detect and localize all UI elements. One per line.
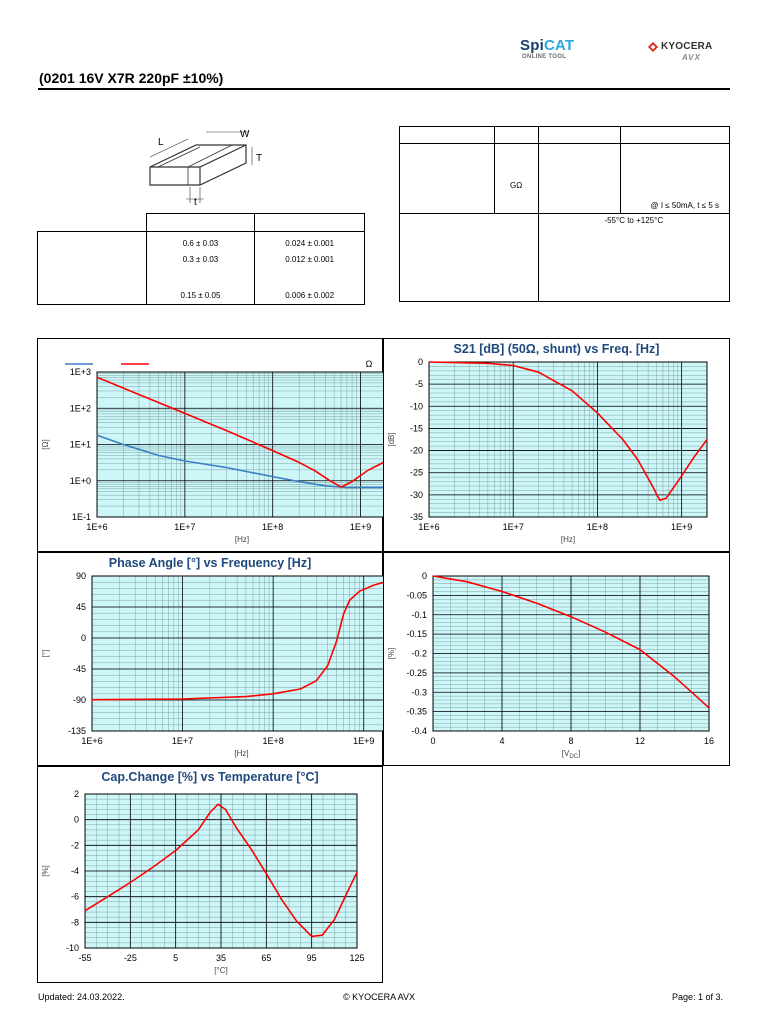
label-width: W xyxy=(240,129,250,140)
y-tick-label: -15 xyxy=(409,423,423,434)
y-tick-label: 0 xyxy=(421,571,427,581)
chart-svg xyxy=(37,552,383,766)
spec-table xyxy=(399,126,730,302)
y-axis-label: [%] xyxy=(41,865,50,877)
kyocera-avx-logo: KYOCERA AVX xyxy=(648,41,712,62)
dim-mm-length: 0.6 ± 0.03 xyxy=(182,239,219,248)
x-tick-label: 1E+9 xyxy=(349,522,372,532)
x-axis-label: $[V_{DC}]$ xyxy=(561,749,581,760)
y-tick-label: -25 xyxy=(409,467,423,478)
y-tick-label: 45 xyxy=(75,602,86,612)
chart-svg xyxy=(37,338,383,552)
y-tick-label: -135 xyxy=(67,726,86,736)
footer-updated: Updated: 24.03.2022. xyxy=(38,992,125,1002)
x-tick-label: 1E+7 xyxy=(171,736,194,746)
test-condition: @ I ≤ 50mA, t ≤ 5 s xyxy=(621,144,730,214)
x-tick-label: 0 xyxy=(430,736,436,746)
y-tick-label: -35 xyxy=(409,512,423,522)
label-thickness: T xyxy=(256,153,263,164)
label-terminal: t xyxy=(194,197,197,208)
chart-title: Phase Angle [°] vs Frequency [Hz] xyxy=(108,556,312,570)
y-tick-label: -45 xyxy=(72,664,86,674)
kyocera-mark-icon xyxy=(648,42,658,52)
y-tick-label: -0.2 xyxy=(411,648,427,659)
y-tick-label: 0 xyxy=(417,357,423,367)
chart-title: Cap.Change [%] vs Temperature [°C] xyxy=(101,770,319,784)
x-axis-label: [Hz] xyxy=(234,749,249,758)
y-tick-label: 2 xyxy=(73,789,79,799)
y-tick-label: -0.15 xyxy=(406,629,427,640)
y-tick-label: -6 xyxy=(70,891,79,902)
phase-angle-chart xyxy=(37,552,383,766)
x-tick-label: 125 xyxy=(349,953,365,963)
x-tick-label: 8 xyxy=(568,736,574,746)
s21-chart xyxy=(383,338,730,552)
x-axis-label: [°C] xyxy=(214,966,228,975)
label-length: L xyxy=(158,137,164,148)
page-title: (0201 16V X7R 220pF ±10%) xyxy=(39,70,224,86)
plot-area xyxy=(92,576,383,731)
component-dimension-drawing xyxy=(128,125,288,215)
y-tick-label: -0.05 xyxy=(406,590,427,601)
y-tick-label: -0.35 xyxy=(406,706,427,717)
y-tick-label: -0.4 xyxy=(411,726,427,736)
y-tick-label: -30 xyxy=(409,489,423,500)
dim-inch-length: 0.024 ± 0.001 xyxy=(285,239,335,248)
x-tick-label: 1E+9 xyxy=(671,522,693,532)
dimensions-table xyxy=(37,213,365,305)
x-tick-label: 1E+7 xyxy=(174,522,196,532)
y-tick-label: 1E+1 xyxy=(69,439,91,450)
y-tick-label: 1E+2 xyxy=(69,403,91,414)
y-tick-label: -10 xyxy=(409,401,423,412)
x-tick-label: 1E+8 xyxy=(262,736,284,746)
plot-area xyxy=(429,362,707,517)
x-tick-label: 12 xyxy=(634,736,646,746)
x-tick-label: -55 xyxy=(78,953,92,963)
x-tick-label: -25 xyxy=(123,953,137,963)
dim-inch-width: 0.012 ± 0.001 xyxy=(285,255,335,264)
dim-mm-terminal: 0.15 ± 0.05 xyxy=(180,291,221,300)
x-tick-label: 1E+9 xyxy=(353,736,375,746)
temperature-chart xyxy=(37,766,383,983)
y-tick-label: -5 xyxy=(414,379,423,390)
y-tick-label: 1E+3 xyxy=(69,367,91,377)
footer-copyright: © KYOCERA AVX xyxy=(343,992,415,1002)
y-tick-label: 1E+0 xyxy=(69,475,91,486)
y-tick-label: 0 xyxy=(73,814,79,825)
y-tick-label: -0.3 xyxy=(411,687,427,698)
x-tick-label: 1E+8 xyxy=(262,522,284,532)
y-tick-label: 90 xyxy=(75,571,86,581)
spicat-logo: SpiCAT ONLINE TOOL xyxy=(520,37,575,60)
chart-svg xyxy=(383,552,730,766)
x-tick-label: 35 xyxy=(215,953,227,963)
x-tick-label: 1E+6 xyxy=(418,522,440,532)
x-axis-label: [Hz] xyxy=(560,535,576,544)
x-tick-label: 4 xyxy=(499,736,505,746)
y-tick-label: -20 xyxy=(409,445,423,456)
y-tick-label: -4 xyxy=(70,866,79,876)
impedance-esr-chart xyxy=(37,338,383,552)
y-tick-label: -10 xyxy=(65,943,79,953)
x-tick-label: 1E+8 xyxy=(586,522,609,532)
x-tick-label: 1E+7 xyxy=(502,522,524,532)
dim-mm-width: 0.3 ± 0.03 xyxy=(182,255,219,264)
y-tick-label: -8 xyxy=(70,917,79,928)
chart-svg xyxy=(37,766,383,983)
y-axis-label: [dB] xyxy=(387,432,396,447)
y-axis-label: [Ω] xyxy=(41,439,50,450)
x-tick-label: 1E+6 xyxy=(81,736,103,746)
title-divider xyxy=(38,88,730,90)
y-tick-label: 1E-1 xyxy=(71,512,91,522)
temperature-range: -55°C to +125°C xyxy=(538,214,729,302)
y-tick-label: -90 xyxy=(72,695,86,705)
y-tick-label: -2 xyxy=(70,840,79,851)
x-tick-label: 16 xyxy=(703,736,715,746)
x-tick-label: 95 xyxy=(306,953,317,963)
chart-svg xyxy=(383,338,730,552)
y-tick-label: -0.1 xyxy=(411,609,427,620)
dim-inch-terminal: 0.006 ± 0.002 xyxy=(285,291,335,300)
y-axis-label: [%] xyxy=(387,647,396,660)
x-tick-label: 65 xyxy=(261,953,272,963)
chart-title: S21 [dB] (50Ω, shunt) vs Freq. [Hz] xyxy=(453,342,660,356)
y-tick-label: 0 xyxy=(80,633,86,643)
y-axis-label: [°] xyxy=(41,649,50,658)
corner-unit-label: Ω xyxy=(365,359,373,369)
unit-gohm: GΩ xyxy=(494,144,538,214)
footer-page: Page: 1 of 3. xyxy=(672,992,724,1002)
x-tick-label: 5 xyxy=(173,953,179,963)
y-tick-label: -0.25 xyxy=(406,667,427,678)
x-axis-label: [Hz] xyxy=(234,535,250,544)
x-tick-label: 1E+6 xyxy=(86,522,108,532)
dc-bias-chart xyxy=(383,552,730,766)
